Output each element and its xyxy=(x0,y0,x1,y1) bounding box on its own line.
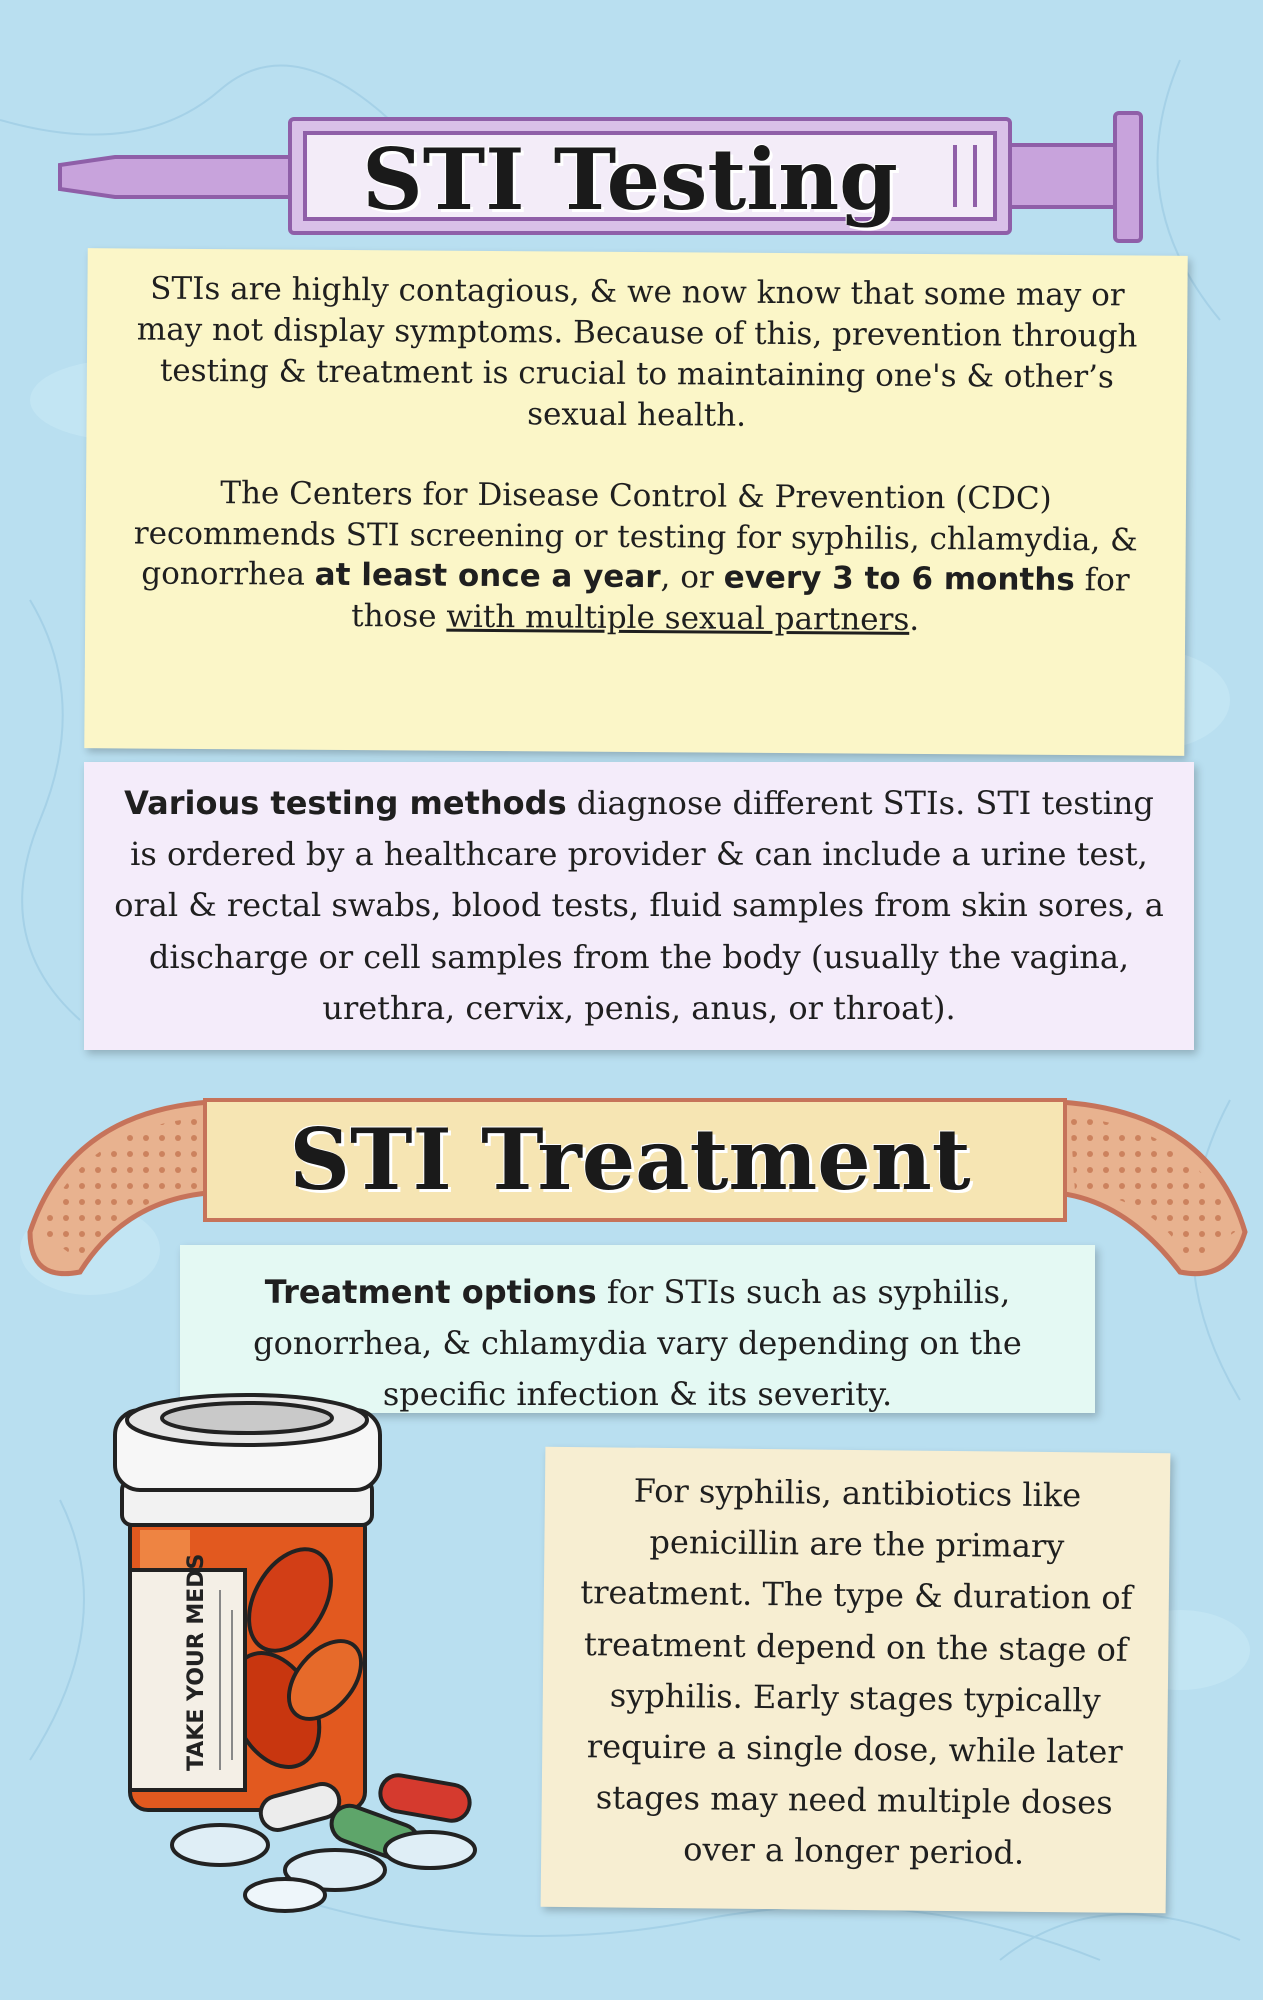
testing-title: STI Testing xyxy=(362,130,898,229)
cdc-recommendation-paragraph: The Centers for Disease Control & Prevention (CDC) recommends STI screening or testing for syphilis, chlamydia, & gonorrhea at least once a year, or every 3 to 6 months for those with multiple sexual partners. xyxy=(133,474,1138,639)
testing-methods-paragraph: Various testing methods diagnose different STIs. STI testing is ordered by a healthcare provider & can include a urine test, oral & rectal swabs, blood tests, fluid samples from skin sores, a discharge or cell samples from the body (usually the vagina, urethra, cervix, penis, anus, or throat). xyxy=(114,784,1164,1027)
testing-intro-paragraph: STIs are highly contagious, & we now know that some may or may not display symptoms. Because of this, prevention through testing & treatment is crucial to maintaining one's & other’s sexual health. xyxy=(136,270,1138,434)
syphilis-treatment-paragraph: For syphilis, antibiotics like penicillin are the primary treatment. The type & duration of treatment depend on the stage of syphilis. Early stages typically require a single dose, while later stages may need multiple doses over a longer period. xyxy=(580,1471,1133,1873)
syphilis-treatment-note xyxy=(541,1447,1171,1914)
testing-intro-note xyxy=(84,248,1187,756)
treatment-options-paragraph: Treatment options for STIs such as syphilis, gonorrhea, & chlamydia vary depending on the specific infection & its severity. xyxy=(253,1273,1022,1414)
testing-methods-note xyxy=(84,762,1194,1050)
treatment-title: STI Treatment xyxy=(289,1110,971,1209)
pill-bottle-icon xyxy=(100,1380,530,1920)
bottle-label: TAKE YOUR MEDS xyxy=(184,1553,209,1771)
